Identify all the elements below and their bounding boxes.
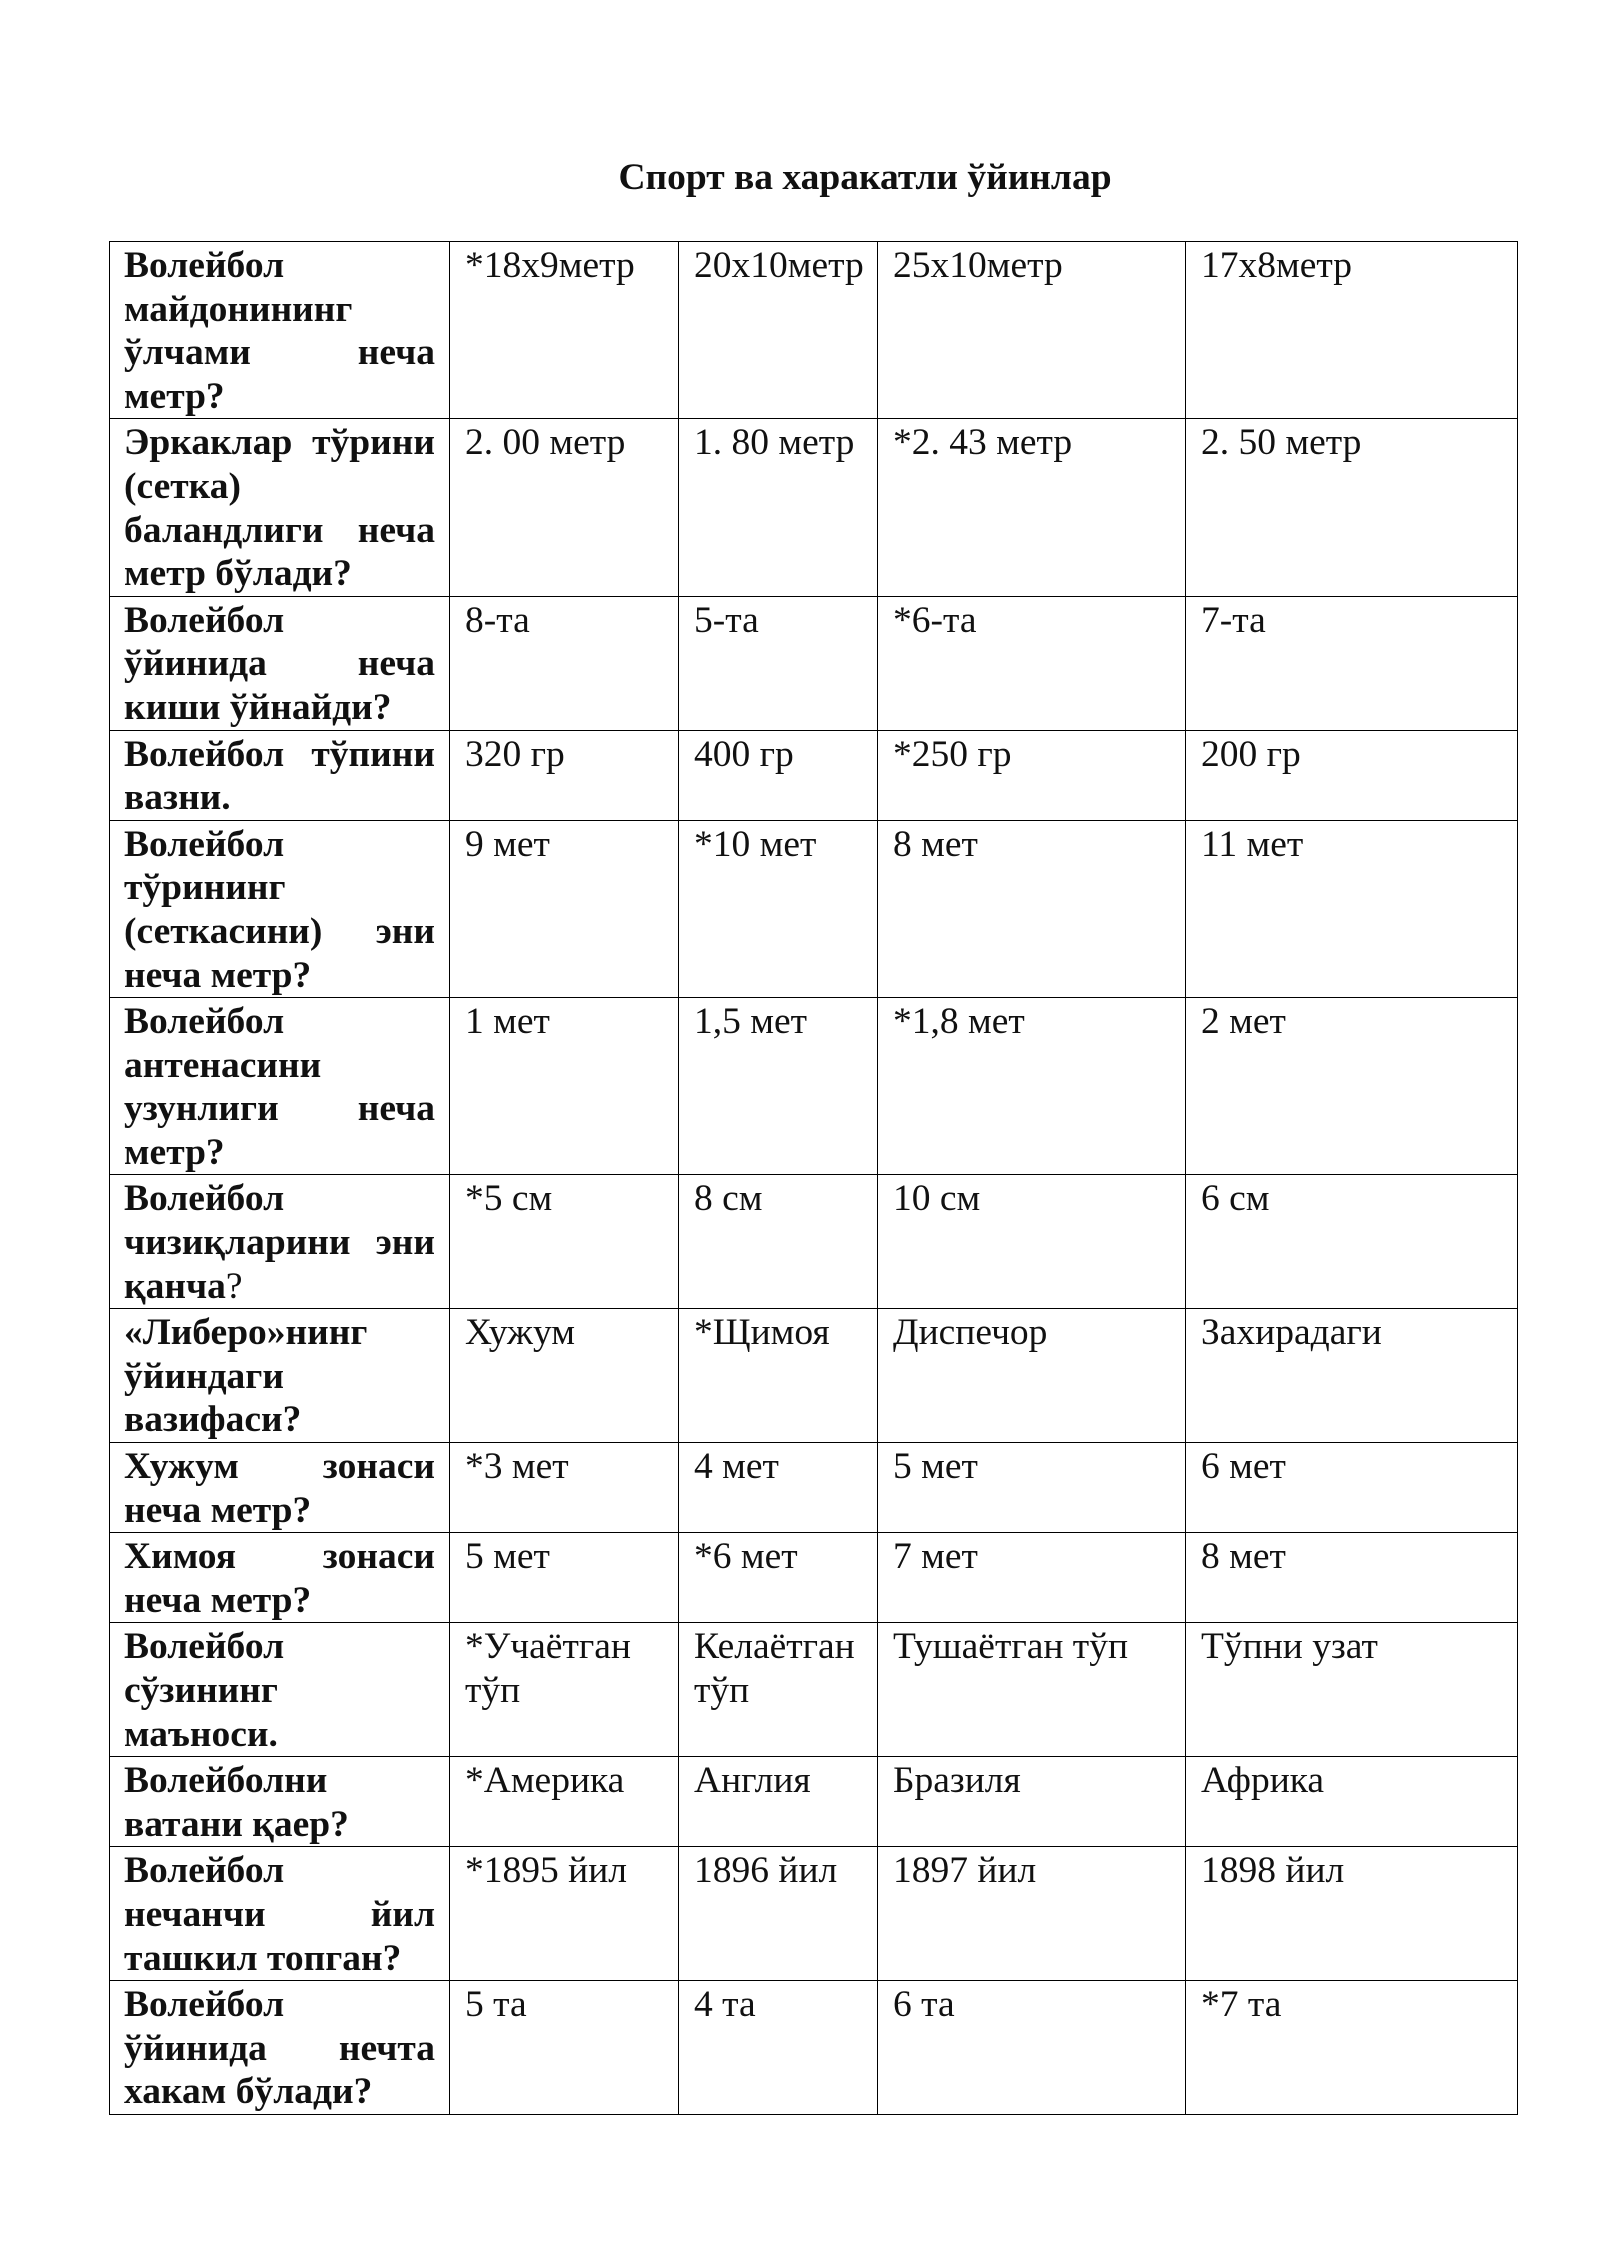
table-row bbox=[110, 1175, 1518, 1309]
table-row bbox=[110, 1623, 1518, 1757]
table-row bbox=[110, 1443, 1518, 1533]
question-cell bbox=[110, 1443, 450, 1533]
option-cell: Хужум bbox=[450, 1309, 679, 1443]
question-text: «Либеро»нинг ўйиндаги вазифаси? bbox=[124, 1312, 368, 1441]
option-cell: *2. 43 метр bbox=[878, 419, 1186, 596]
table-row bbox=[110, 998, 1518, 1175]
question-text: Волейбол сўзининг маъноси. bbox=[124, 1626, 285, 1755]
question-cell bbox=[110, 820, 450, 997]
option-cell: 25x10метр bbox=[878, 242, 1186, 419]
option-cell: 8-та bbox=[450, 596, 679, 730]
option-cell: *1,8 мет bbox=[878, 998, 1186, 1175]
question-text: Волейбол антенасини узунлиги неча метр? bbox=[124, 1001, 435, 1173]
question-text: Волейболни ватани қаер? bbox=[124, 1760, 349, 1845]
option-cell: 5 мет bbox=[450, 1533, 679, 1623]
question-cell bbox=[110, 1757, 450, 1847]
question-cell bbox=[110, 1623, 450, 1757]
option-cell: 1,5 мет bbox=[679, 998, 878, 1175]
option-cell: 6 мет bbox=[1186, 1443, 1518, 1533]
table-row bbox=[110, 1309, 1518, 1443]
question-cell bbox=[110, 242, 450, 419]
option-cell: *18x9метр bbox=[450, 242, 679, 419]
quiz-table bbox=[109, 241, 1518, 2115]
question-text: Волейбол чизиқларини эни қанча bbox=[124, 1178, 435, 1307]
option-cell: 320 гр bbox=[450, 730, 679, 820]
quiz-table-body bbox=[110, 242, 1518, 2115]
option-cell: 1896 йил bbox=[679, 1847, 878, 1981]
question-cell bbox=[110, 1981, 450, 2115]
option-cell: 8 мет bbox=[878, 820, 1186, 997]
option-cell: *Америка bbox=[450, 1757, 679, 1847]
option-cell: Диспечор bbox=[878, 1309, 1186, 1443]
option-cell: 5-та bbox=[679, 596, 878, 730]
question-text: Волейбол нечанчи йил ташкил топган? bbox=[124, 1850, 435, 1979]
table-row bbox=[110, 1757, 1518, 1847]
question-text: Химоя зонаси неча метр? bbox=[124, 1536, 435, 1621]
option-cell: 6 см bbox=[1186, 1175, 1518, 1309]
question-text: Волейбол тўпини вазни. bbox=[124, 733, 435, 819]
option-cell: *3 мет bbox=[450, 1443, 679, 1533]
option-cell: 2 мет bbox=[1186, 998, 1518, 1175]
option-cell: Бразиля bbox=[878, 1757, 1186, 1847]
option-cell: 10 см bbox=[878, 1175, 1186, 1309]
option-cell: 2. 50 метр bbox=[1186, 419, 1518, 596]
question-cell bbox=[110, 998, 450, 1175]
option-cell: Англия bbox=[679, 1757, 878, 1847]
table-row bbox=[110, 242, 1518, 419]
table-row bbox=[110, 1533, 1518, 1623]
option-cell: *Щимоя bbox=[679, 1309, 878, 1443]
option-cell: 400 гр bbox=[679, 730, 878, 820]
option-cell: 9 мет bbox=[450, 820, 679, 997]
question-cell bbox=[110, 1533, 450, 1623]
option-cell: Тушаётган тўп bbox=[878, 1623, 1186, 1757]
option-cell: *250 гр bbox=[878, 730, 1186, 820]
table-row bbox=[110, 1981, 1518, 2115]
option-cell: 20x10метр bbox=[679, 242, 878, 419]
option-cell: 5 та bbox=[450, 1981, 679, 2115]
option-cell: *5 см bbox=[450, 1175, 679, 1309]
question-text: Волейбол тўрининг (сеткасини) эни неча метр? bbox=[124, 823, 435, 996]
option-cell: 1 мет bbox=[450, 998, 679, 1175]
question-text: Хужум зонаси неча метр? bbox=[124, 1446, 435, 1531]
question-text: Волейбол ўйинида нечта хакам бўлади? bbox=[124, 1984, 435, 2113]
table-row bbox=[110, 419, 1518, 596]
option-cell: 2. 00 метр bbox=[450, 419, 679, 596]
option-cell: *6-та bbox=[878, 596, 1186, 730]
option-cell: 7-та bbox=[1186, 596, 1518, 730]
option-cell: 200 гр bbox=[1186, 730, 1518, 820]
document-title: Спорт ва харакатли ўйинлар bbox=[618, 157, 1112, 198]
question-cell bbox=[110, 1175, 450, 1309]
question-text: Эркаклар тўрини (сетка) баландлиги неча метр бўлади? bbox=[124, 422, 435, 595]
option-cell: 7 мет bbox=[878, 1533, 1186, 1623]
option-cell: Тўпни узат bbox=[1186, 1623, 1518, 1757]
option-cell: 8 мет bbox=[1186, 1533, 1518, 1623]
option-cell: *10 мет bbox=[679, 820, 878, 997]
option-cell: 1897 йил bbox=[878, 1847, 1186, 1981]
question-text-tail: ? bbox=[225, 1265, 243, 1307]
option-cell: 1898 йил bbox=[1186, 1847, 1518, 1981]
table-row bbox=[110, 596, 1518, 730]
question-text: Волейбол ўйинида неча киши ўйнайди? bbox=[124, 599, 435, 728]
option-cell: 5 мет bbox=[878, 1443, 1186, 1533]
option-cell: 8 см bbox=[679, 1175, 878, 1309]
table-row bbox=[110, 730, 1518, 820]
question-cell bbox=[110, 596, 450, 730]
option-cell: *7 та bbox=[1186, 1981, 1518, 2115]
option-cell: 11 мет bbox=[1186, 820, 1518, 997]
option-cell: 17x8метр bbox=[1186, 242, 1518, 419]
option-cell: Захирадаги bbox=[1186, 1309, 1518, 1443]
option-cell: *Учаётган тўп bbox=[450, 1623, 679, 1757]
option-cell: 4 та bbox=[679, 1981, 878, 2115]
option-cell: *6 мет bbox=[679, 1533, 878, 1623]
option-cell: 1. 80 метр bbox=[679, 419, 878, 596]
question-text: Волейбол майдонининг ўлчами неча метр? bbox=[124, 245, 435, 417]
option-cell: Африка bbox=[1186, 1757, 1518, 1847]
table-row bbox=[110, 820, 1518, 997]
option-cell: 4 мет bbox=[679, 1443, 878, 1533]
option-cell: Келаётган тўп bbox=[679, 1623, 878, 1757]
question-cell bbox=[110, 730, 450, 820]
table-row bbox=[110, 1847, 1518, 1981]
option-cell: *1895 йил bbox=[450, 1847, 679, 1981]
question-cell bbox=[110, 419, 450, 596]
option-cell: 6 та bbox=[878, 1981, 1186, 2115]
question-cell bbox=[110, 1309, 450, 1443]
question-cell bbox=[110, 1847, 450, 1981]
